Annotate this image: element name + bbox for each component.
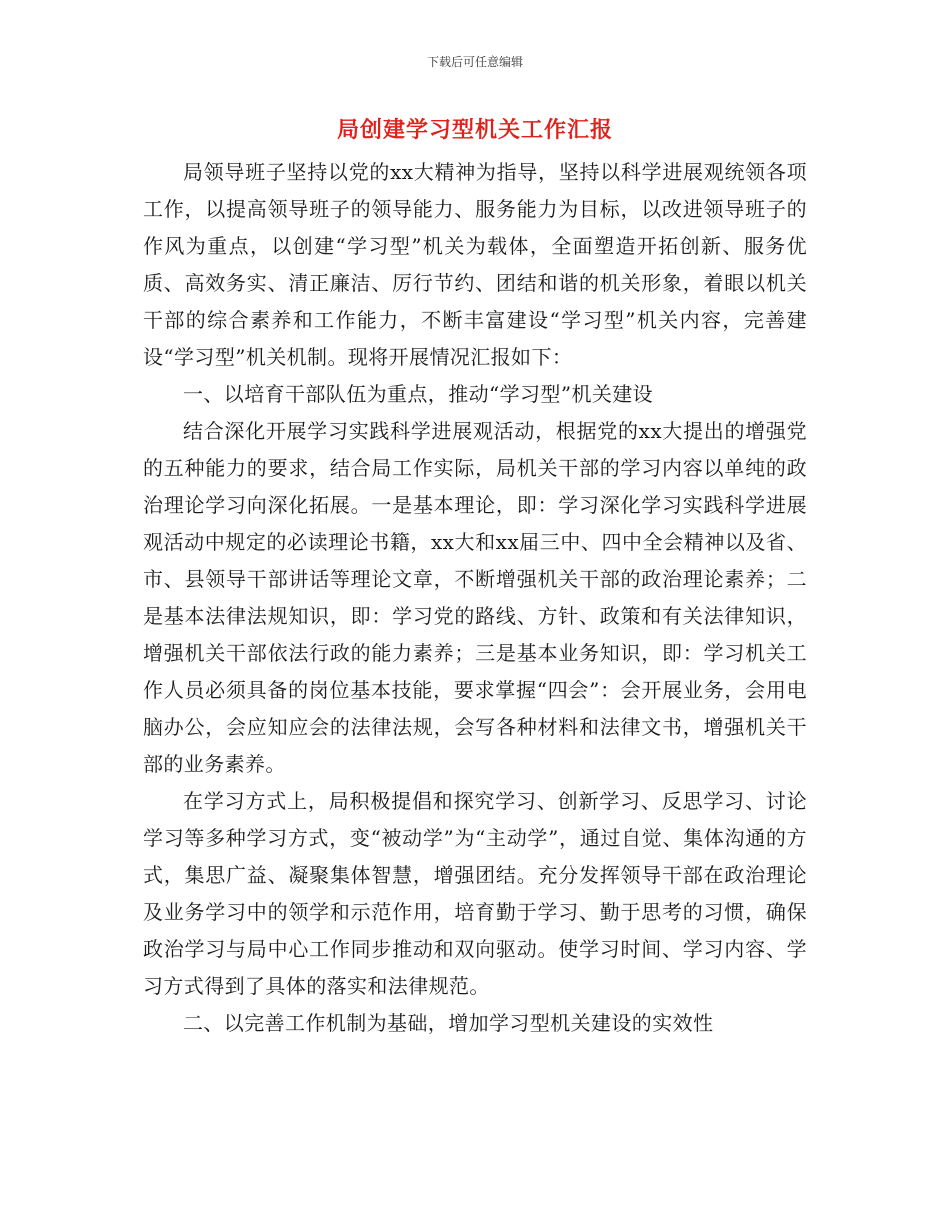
document-body <box>143 154 807 1042</box>
document-title: 局创建学习型机关工作汇报 <box>336 118 613 143</box>
intro-paragraph: 局领导班子坚持以党的xx大精神为指导，坚持以科学进展观统领各项工作，以提高领导班子的领导能力、服务能力为目标，以改进领导班子的作风为重点，以创建“学习型”机关为载体，全面塑造开拓创新、服务优质、高效务实、清正廉洁、厉行节约、团结和谐的机关形象，着眼以机关干部的综合素养和工作能力，不断丰富建设“学习型”机关内容，完善建设“学习型”机关机制。现将开展情况汇报如下： <box>143 160 807 369</box>
body-paragraph: 在学习方式上，局积极提倡和探究学习、创新学习、反思学习、讨论学习等多种学习方式，变“被动学”为“主动学”，通过自觉、集体沟通的方式，集思广益、凝聚集体智慧，增强团结。充分发挥领导干部在政治理论及业务学习中的领学和示范作用，培育勤于学习、勤于思考的习惯，确保政治学习与局中心工作同步推动和双向驱动。使学习时间、学习内容、学习方式得到了具体的落实和法律规范。 <box>143 789 807 998</box>
body-paragraph: 结合深化开展学习实践科学进展观活动，根据党的xx大提出的增强党的五种能力的要求，结合局工作实际，局机关干部的学习内容以单纯的政治理论学习向深化拓展。一是基本理论，即：学习深化学习实践科学进展观活动中规定的必读理论书籍，xx大和xx届三中、四中全会精神以及省、市、县领导干部讲话等理论文章，不断增强机关干部的政治理论素养；二是基本法律法规知识，即：学习党的路线、方针、政策和有关法律知识，增强机关干部依法行政的能力素养；三是基本业务知识，即：学习机关工作人员必须具备的岗位基本技能，要求掌握“四会”：会开展业务，会用电脑办公，会应知应会的法律法规，会写各种材料和法律文书，增强机关干部的业务素养。 <box>143 419 807 776</box>
section-heading-2: 二、以完善工作机制为基础，增加学习型机关建设的实效性 <box>183 1011 714 1035</box>
section-heading-1: 一、以培育干部队伍为重点，推动“学习型”机关建设 <box>183 382 654 406</box>
page-header-note: 下载后可任意编辑 <box>426 55 523 69</box>
